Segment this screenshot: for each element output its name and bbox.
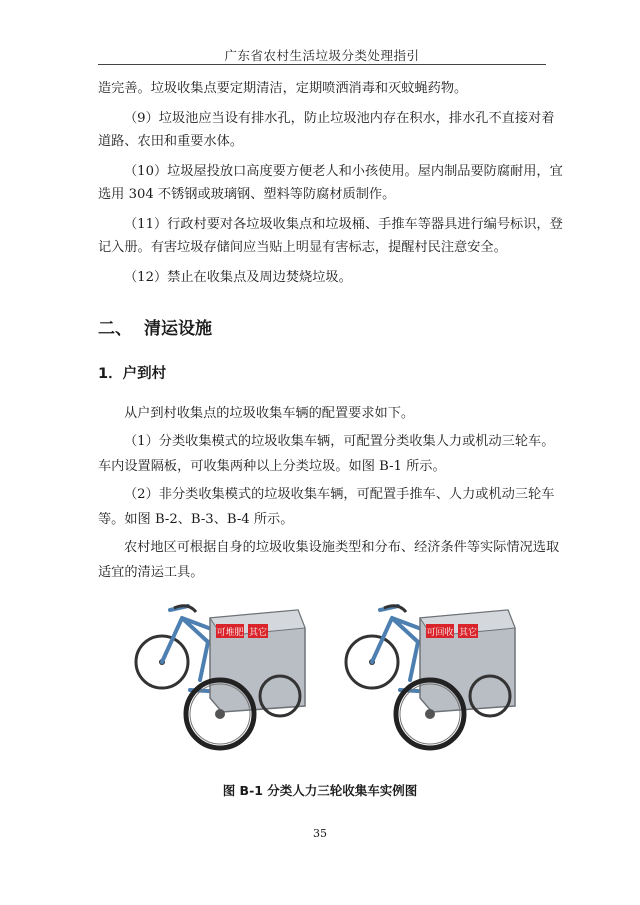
cart-label-recyclable: 可回收 [426, 628, 454, 638]
tricycle-right [346, 606, 515, 748]
paragraph-line: 选用 304 不锈钢或玻璃钢、塑料等防腐材质制作。 [98, 187, 396, 202]
subsection-title: 1．户到村 [98, 366, 167, 382]
section-title: 清运设施 [144, 319, 212, 339]
running-header: 广东省农村生活垃圾分类处理指引 [224, 48, 420, 63]
figure-tricycles [130, 600, 530, 760]
paragraph-line: 适宜的清运工具。 [98, 565, 204, 580]
paragraph-line: 车内设置隔板，可收集两种以上分类垃圾。如图 B-1 所示。 [98, 459, 446, 474]
section-number: 二、 [98, 319, 132, 339]
paragraph-line: 造完善。垃圾收集点要定期清洁，定期喷洒消毒和灭蚊蝇药物。 [98, 81, 468, 96]
paragraph-line: （9）垃圾池应当设有排水孔，防止垃圾池内存在积水，排水孔不直接对着 [124, 111, 555, 126]
paragraph-line: （11）行政村要对各垃圾收集点和垃圾桶、手推车等器具进行编号标识，登 [124, 217, 563, 232]
tricycle-left [136, 606, 305, 748]
paragraph-line: 从户到村收集点的垃圾收集车辆的配置要求如下。 [124, 406, 415, 421]
header-rule [98, 64, 546, 65]
paragraph-line: 农村地区可根据自身的垃圾收集设施类型和分布、经济条件等实际情况选取 [124, 540, 560, 555]
cart-label-compost: 可堆肥 [216, 628, 244, 638]
cart-label-other: 其它 [248, 628, 268, 638]
paragraph-line: 记入册。有害垃圾存储间应当贴上明显有害标志，提醒村民注意安全。 [98, 240, 507, 255]
page-number: 35 [313, 827, 327, 840]
cart-label-other: 其它 [458, 628, 478, 638]
paragraph-line: （2）非分类收集模式的垃圾收集车辆，可配置手推车、人力或机动三轮车 [124, 487, 555, 502]
paragraph-line: 道路、农田和重要水体。 [98, 134, 244, 149]
paragraph-line: 等。如图 B-2、B-3、B-4 所示。 [98, 512, 294, 527]
paragraph-line: （1）分类收集模式的垃圾收集车辆，可配置分类收集人力或机动三轮车。 [124, 434, 555, 449]
paragraph-line: （10）垃圾屋投放口高度要方便老人和小孩使用。屋内制品要防腐耐用，宜 [124, 164, 563, 179]
paragraph-line: （12）禁止在收集点及周边焚烧垃圾。 [124, 270, 352, 285]
figure-caption: 图 B-1 分类人力三轮收集车实例图 [222, 783, 418, 798]
